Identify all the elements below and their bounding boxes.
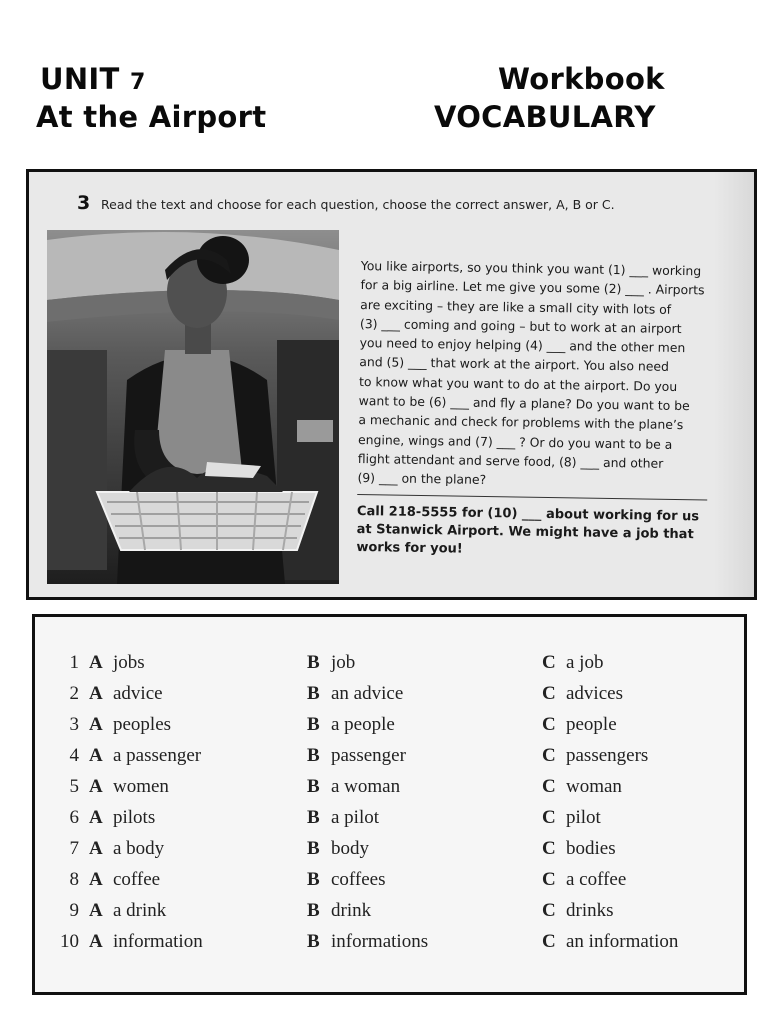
- option-b: a pilot: [331, 807, 380, 828]
- question-number: 10: [60, 931, 79, 952]
- passage-line: engine, wings and (7) ___ ? Or do you want to be a: [358, 431, 673, 452]
- passage-line: flight attendant and serve food, (8) ___ and other: [357, 450, 664, 471]
- option-letter-a: A: [89, 838, 103, 859]
- option-letter-a: A: [89, 745, 103, 766]
- option-a: coffee: [113, 869, 161, 890]
- question-number: 6: [69, 807, 79, 828]
- option-letter-b: B: [307, 714, 320, 735]
- option-a: pilots: [113, 807, 156, 828]
- passage-line: you need to enjoy helping (4) ___ and the other men: [359, 335, 686, 356]
- option-letter-b: B: [307, 838, 320, 859]
- option-b: coffees: [331, 869, 386, 890]
- passage-line: want to be (6) ___ and fly a plane? Do you want to be: [358, 393, 690, 414]
- option-c: passengers: [566, 745, 649, 766]
- option-letter-c: C: [542, 745, 556, 766]
- option-letter-a: A: [89, 807, 103, 828]
- option-letter-c: C: [542, 776, 556, 797]
- unit-heading: [40, 62, 146, 96]
- option-letter-c: C: [542, 714, 556, 735]
- option-letter-b: B: [307, 652, 320, 673]
- section-label: VOCABULARY: [434, 100, 656, 134]
- passage-line: a mechanic and check for problems with the plane’s: [358, 412, 684, 433]
- book-label: Workbook: [498, 62, 665, 96]
- option-c: woman: [566, 776, 622, 797]
- option-c: bodies: [566, 838, 616, 859]
- reading-passage: [356, 256, 729, 562]
- option-c: advices: [566, 683, 623, 704]
- passage-line: You like airports, so you think you want (1) ___ working: [360, 257, 702, 279]
- scan-shadow: [714, 172, 754, 597]
- call-line: works for you!: [356, 539, 463, 557]
- unit-label: UNIT: [40, 62, 120, 96]
- option-row: [35, 776, 744, 804]
- flight-attendant-photo: [47, 230, 339, 584]
- option-b: drink: [331, 900, 372, 921]
- option-letter-b: B: [307, 745, 320, 766]
- option-letter-c: C: [542, 869, 556, 890]
- option-row: [35, 807, 744, 835]
- option-a: a passenger: [113, 745, 202, 766]
- option-letter-b: B: [307, 931, 320, 952]
- question-number: 8: [69, 869, 79, 890]
- option-a: jobs: [113, 652, 145, 673]
- exercise-number: 3: [77, 192, 91, 214]
- option-row: [35, 838, 744, 866]
- option-a: information: [113, 931, 203, 952]
- option-c: drinks: [566, 900, 614, 921]
- option-letter-c: C: [542, 900, 556, 921]
- option-letter-c: C: [542, 807, 556, 828]
- option-b: a woman: [331, 776, 401, 797]
- option-letter-a: A: [89, 714, 103, 735]
- passage-divider: [357, 494, 707, 500]
- exercise-instruction: Read the text and choose for each question, choose the correct answer, A, B or C.: [101, 197, 615, 212]
- option-letter-a: A: [89, 776, 103, 797]
- option-a: advice: [113, 683, 163, 704]
- passage-line: for a big airline. Let me give you some (2) ___ . Airports: [360, 277, 705, 298]
- call-line: at Stanwick Airport. We might have a job that: [356, 521, 694, 542]
- option-row: [35, 745, 744, 773]
- option-b: an advice: [331, 683, 404, 704]
- option-b: informations: [331, 931, 429, 952]
- question-number: 7: [69, 838, 79, 859]
- answer-options: [32, 614, 747, 995]
- option-letter-a: A: [89, 652, 103, 673]
- option-row: [35, 869, 744, 897]
- passage-line: (9) ___ on the plane?: [357, 470, 487, 488]
- option-row: [35, 652, 744, 680]
- option-a: a drink: [113, 900, 167, 921]
- question-number: 4: [69, 745, 79, 766]
- option-a: a body: [113, 838, 165, 859]
- option-b: job: [331, 652, 356, 673]
- passage-line: to know what you want to do at the airport. Do you: [358, 373, 678, 394]
- question-number: 1: [69, 652, 79, 673]
- option-letter-b: B: [307, 869, 320, 890]
- option-a: peoples: [113, 714, 172, 735]
- passage-line: (3) ___ coming and going – but to work at an airport: [359, 315, 682, 336]
- option-b: a people: [331, 714, 395, 735]
- reading-exercise: [26, 169, 757, 600]
- option-b: body: [331, 838, 369, 859]
- option-c: people: [566, 714, 617, 735]
- option-letter-b: B: [307, 776, 320, 797]
- option-row: [35, 931, 744, 959]
- question-number: 5: [69, 776, 79, 797]
- question-number: 2: [69, 683, 79, 704]
- option-c: an information: [566, 931, 679, 952]
- option-letter-b: B: [307, 900, 320, 921]
- call-line: Call 218-5555 for (10) ___ about working for us: [356, 503, 700, 524]
- option-letter-a: A: [89, 900, 103, 921]
- option-letter-c: C: [542, 652, 556, 673]
- option-letter-b: B: [307, 683, 320, 704]
- option-letter-a: A: [89, 869, 103, 890]
- flight-attendant-illustration: [47, 230, 339, 584]
- option-row: [35, 683, 744, 711]
- option-c: a job: [566, 652, 604, 673]
- option-letter-b: B: [307, 807, 320, 828]
- option-row: [35, 714, 744, 742]
- unit-title: At the Airport: [36, 100, 267, 134]
- question-number: 9: [69, 900, 79, 921]
- option-c: a coffee: [566, 869, 627, 890]
- passage-line: and (5) ___ that work at the airport. You also need: [359, 354, 670, 375]
- passage-line: are exciting – they are like a small city with lots of: [360, 296, 672, 317]
- option-a: women: [113, 776, 169, 797]
- option-c: pilot: [566, 807, 601, 828]
- unit-number: 7: [130, 70, 146, 95]
- option-letter-a: A: [89, 683, 103, 704]
- option-letter-a: A: [89, 931, 103, 952]
- option-letter-c: C: [542, 683, 556, 704]
- option-letter-c: C: [542, 838, 556, 859]
- option-letter-c: C: [542, 931, 556, 952]
- question-number: 3: [69, 714, 79, 735]
- option-b: passenger: [331, 745, 406, 766]
- option-row: [35, 900, 744, 928]
